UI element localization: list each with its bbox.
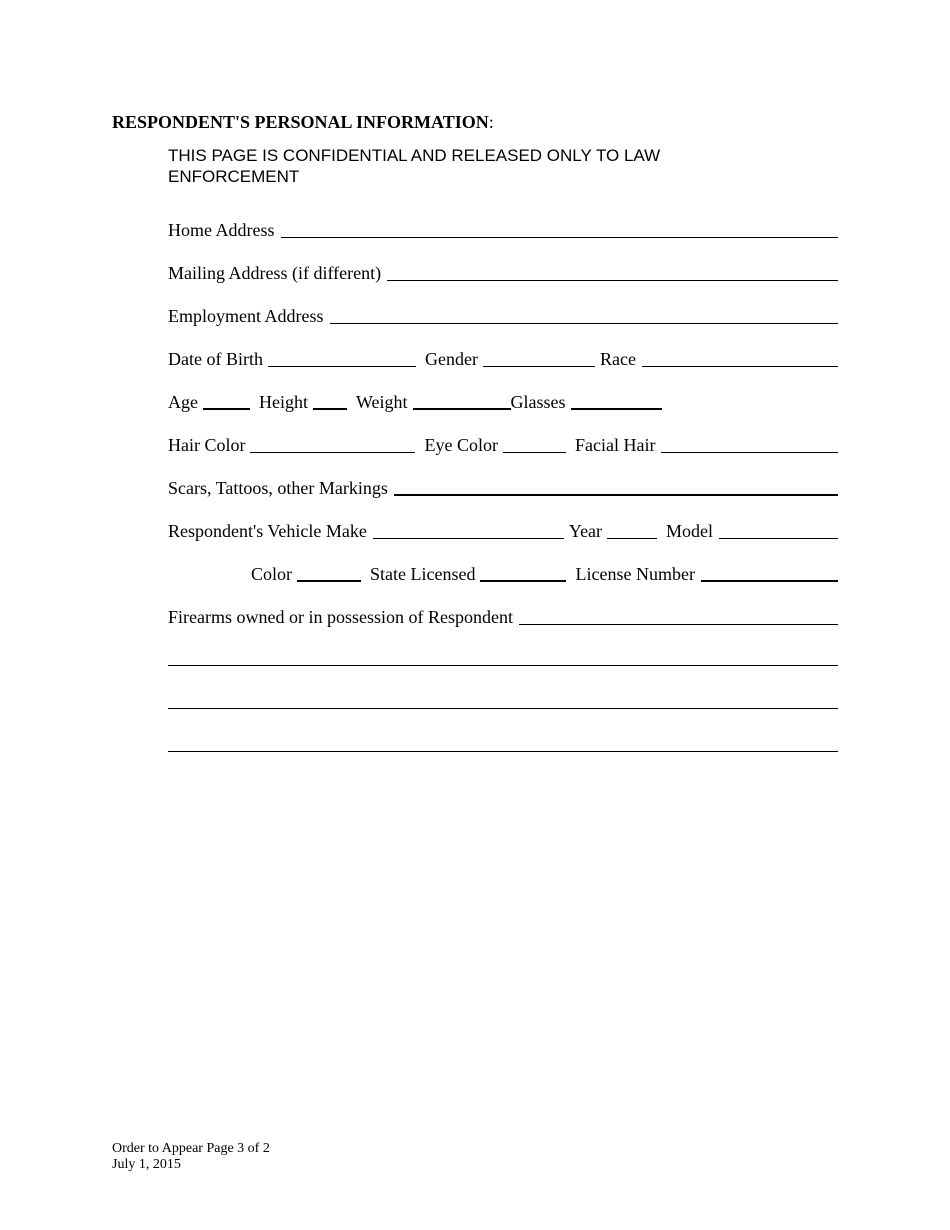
facial-hair-label: Facial Hair [574,435,656,455]
weight-field[interactable] [413,407,511,410]
age-height-weight-row [168,388,838,412]
firearms-label: Firearms owned or in possession of Respondent [168,607,513,627]
firearms-continuation-line-1[interactable] [168,665,838,666]
employment-address-field[interactable] [330,322,839,324]
dob-gender-race-row [168,345,838,369]
employment-address-row [168,302,838,326]
vehicle-row [168,517,838,541]
section-heading-title: RESPONDENT'S PERSONAL INFORMATION [112,112,489,132]
home-address-label: Home Address [168,220,275,240]
vehicle-color-field[interactable] [297,579,361,582]
gender-label: Gender [424,349,478,369]
mailing-address-row [168,259,838,283]
height-label: Height [259,392,308,412]
vehicle-make-field[interactable] [373,537,564,539]
eye-color-label: Eye Color [424,435,498,455]
section-heading-colon: : [488,112,494,132]
hair-eye-facial-row [168,431,838,455]
glasses-field[interactable] [571,407,662,410]
age-label: Age [168,392,198,412]
age-field[interactable] [203,407,250,410]
markings-field[interactable] [394,493,838,496]
state-licensed-label: State Licensed [370,564,476,584]
weight-label: Weight [356,392,408,412]
footer-page-label: Order to Appear Page 3 of 2 [112,1141,270,1156]
facial-hair-field[interactable] [661,451,838,453]
home-address-row [168,216,838,240]
firearms-row [168,603,838,627]
race-field[interactable] [642,365,838,367]
vehicle-model-label: Model [666,521,714,541]
vehicle-license-row [251,560,838,584]
footer-date: July 1, 2015 [112,1157,181,1172]
mailing-address-field[interactable] [387,279,838,281]
employment-address-label: Employment Address [168,306,324,326]
confidential-notice: THIS PAGE IS CONFIDENTIAL AND RELEASED ONLY TO LAW ENFORCEMENT [168,146,661,186]
state-licensed-field[interactable] [480,579,566,582]
mailing-address-label: Mailing Address (if different) [168,263,382,283]
date-of-birth-label: Date of Birth [168,349,263,369]
firearms-continuation-line-3[interactable] [168,751,838,752]
height-field[interactable] [313,407,347,410]
license-number-field[interactable] [701,579,838,582]
date-of-birth-field[interactable] [268,365,416,367]
gender-field[interactable] [483,365,595,367]
markings-label: Scars, Tattoos, other Markings [168,478,388,498]
markings-row [168,474,838,498]
hair-color-label: Hair Color [168,435,246,455]
race-label: Race [599,349,636,369]
vehicle-color-label: Color [251,564,293,584]
vehicle-year-label: Year [568,521,603,541]
firearms-field[interactable] [519,623,838,625]
glasses-label: Glasses [510,392,566,412]
vehicle-year-field[interactable] [607,537,657,539]
section-heading [112,112,494,133]
eye-color-field[interactable] [503,451,566,453]
vehicle-make-label: Respondent's Vehicle Make [168,521,367,541]
home-address-field[interactable] [281,236,839,238]
vehicle-model-field[interactable] [719,537,838,539]
hair-color-field[interactable] [250,451,415,453]
firearms-continuation-line-2[interactable] [168,708,838,709]
page-footer [112,1141,270,1173]
license-number-label: License Number [575,564,695,584]
